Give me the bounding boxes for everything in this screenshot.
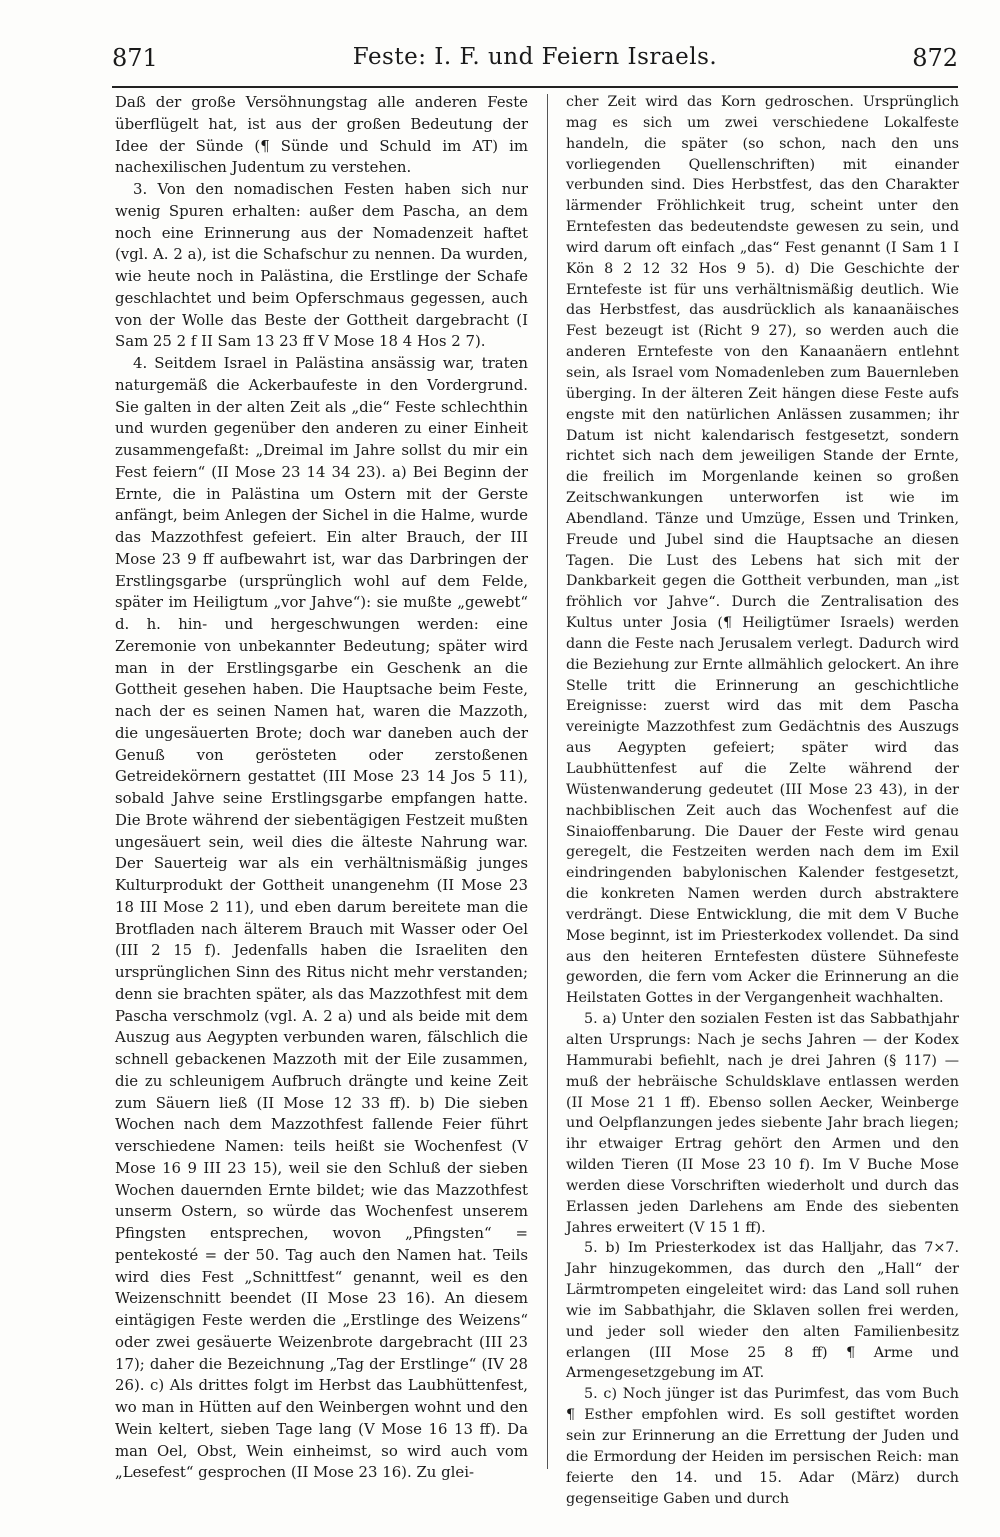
paragraph: 5. c) Noch jünger ist das Purimfest, das vom Buch ¶ Esther empfohlen wird. Es soll gestiftet worden sein zur Erinnerung an die Errettung der Juden und die Ermordung der Heiden im persischen Reich: man feierte den 14. und 15. Adar (März) durch gegenseitige Gaben und durch — [566, 1386, 959, 1507]
paragraph: 4. Seitdem Israel in Palästina ansässig war, traten naturgemäß die Ackerbaufeste in den Vordergrund. Sie galten in der alten Zeit als „die“ Feste schlechthin und wurden gegenüber den anderen zu einer Einheit zusammengefaßt: „Dreimal im Jahre sollst du mir ein Fest feiern“ (II Mose 23 14 34 23). a) Bei Beginn der Ernte, die in Palästina um Ostern mit der Gerste anfängt, beim Anlegen der Sichel in die Halme, wurde das Mazzothfest gefeiert. Ein alter Brauch, der III Mose 23 9 ff aufbewahrt ist, war das Darbringen der Erstlingsgarbe (ursprünglich wohl auf dem Felde, später im Heiligtum „vor Jahve“): sie mußte „gewebt“ d. h. hin- und hergeschwungen werden: eine Zeremonie von unbekannter Bedeutung; später wird man in der Erstlingsgarbe ein Geschenk an die Gottheit gesehen haben. Die Hauptsache beim Feste, nach der es seinen Namen hat, waren die Mazzoth, die ungesäuerten Brote; doch war daneben auch der Genuß von gerösteten oder zerstoßenen Getreidekörnern gestattet (III Mose 23 14 Jos 5 11), sobald Jahve seine Erstlingsgarbe empfangen hatte. Die Brote während der siebentägigen Festzeit mußten ungesäuert sein, weil dies die älteste Nahrung war. Der Sauerteig war als ein verhältnismäßig junges Kulturprodukt der Gottheit unangenehm (II Mose 23 18 III Mose 2 11), und eben darum bereitete man die Brotfladen nach älterem Brauch mit Wasser oder Oel (III 2 15 f). Jedenfalls haben die Israeliten den ursprünglichen Sinn des Ritus nicht mehr verstanden; denn sie brachten später, als das Mazzothfest mit dem Pascha verschmolz (vgl. A. 2 a) und als beide mit dem Auszug aus Aegypten verbunden waren, fälschlich die schnell gebackenen Mazzoth mit der Eile zusammen, die zu schleunigem Aufbruch drängte und keine Zeit zum Säuern ließ (II Mose 12 33 ff). b) Die sieben Wochen nach dem Mazzothfest fallende Feier führt verschiedene Namen: teils heißt sie Wochenfest (V Mose 16 9 III 23 15), weil sie den Schluß der sieben Wochen dauernden Ernte bildet; wie das Mazzothfest unserm Ostern, so würde das Wochenfest unserem Pfingsten entsprechen, wovon „Pfingsten“ = pentekosté = der 50. Tag auch den Namen hat. Teils wird dies Fest „Schnittfest“ genannt, weil es den Weizenschnitt beendet (II Mose 23 16). An diesem eintägigen Feste werden die „Erstlinge des Weizens“ oder zwei gesäuerte Weizenbrote dargebracht (III 23 17); daher die Bezeichnung „Tag der Erstlinge“ (IV 28 26). c) Als drittes folgt im Herbst das Laubhüttenfest, wo man in Hütten auf den Weinbergen wohnt und den Wein keltert, sieben Tage lang (V Mose 16 13 ff). Da man Oel, Obst, Wein einheimst, so wird auch vom „Lesefest“ gesprochen (II Mose 23 16). Zu glei- — [115, 354, 528, 1482]
paragraph: 5. b) Im Priesterkodex ist das Halljahr, das 7×7. Jahr hinzugekommen, das durch den „Hall“ der Lärmtrompeten eingeleitet wird: das Land soll ruhen wie im Sabbathjahr, die Sklaven sollen frei werden, und jeder soll wieder den alten Familienbesitz erlangen (III Mose 25 8 ff) ¶ Arme und Armengesetzgebung im AT. — [566, 1240, 959, 1382]
paragraph: 5. a) Unter den sozialen Festen ist das Sabbathjahr alten Ursprungs: Nach je sechs Jahren — der Kodex Hammurabi befiehlt, nach je drei Jahren (§ 117) — muß der hebräische Schuldsklave entlassen werden (II Mose 21 1 ff). Ebenso sollen Aecker, Weinberge und Oelpflanzungen jedes siebente Jahr brach liegen; ihr etwaiger Ertrag gehört den Armen und den wilden Tieren (II Mose 23 10 f). Im V Buche Mose werden diese Vorschriften wiederholt und durch das Erlassen jeden Darlehens am Ende des siebenten Jahres erweitert (V 15 1 ff). — [566, 1011, 959, 1236]
paragraph: 3. Von den nomadischen Festen haben sich nur wenig Spuren erhalten: außer dem Pascha, an dem noch eine Erinnerung aus der Nomadenzeit haftet (vgl. A. 2 a), ist die Schafschur zu nennen. Da wurden, wie heute noch in Palästina, die Erstlinge der Schafe geschlachtet und beim Opferschmaus gegessen, auch von der Wolle das Beste der Gottheit dargebracht (I Sam 25 2 f II Sam 13 23 ff V Mose 18 4 Hos 2 7). — [115, 180, 528, 351]
running-title: Feste: I. F. und Feiern Israels. — [352, 44, 718, 70]
page-number-right: 872 — [912, 44, 958, 72]
running-header — [112, 44, 958, 78]
paragraph: cher Zeit wird das Korn gedroschen. Ursprünglich mag es sich um zwei verschiedene Lokalfeste handeln, die später (so schon, nach den uns vorliegenden Quellenschriften) mit einander verbunden sind. Dies Herbstfest, das den Charakter lärmender Fröhlichkeit trug, scheint unter den Erntefesten das bedeutendste gewesen zu sein, und wird darum oft einfach „das“ Fest genannt (I Sam 1 I Kön 8 2 12 32 Hos 9 5). d) Die Geschichte der Erntefeste ist für uns verhältnismäßig deutlich. Wie das Herbstfest, das ausdrücklich als kanaanäisches Fest bezeugt ist (Richt 9 27), so werden auch die anderen Erntefeste von den Kanaanäern entlehnt sein, als Israel vom Nomadenleben zum Bauernleben überging. In der älteren Zeit hängen diese Feste aufs engste mit den natürlichen Anlässen zusammen; ihr Datum ist nicht kalendarisch festgesetzt, sondern richtet sich nach dem jeweiligen Stande der Ernte, die freilich im Morgenlande keinen so großen Zeitschwankungen unterworfen ist wie im Abendland. Tänze und Umzüge, Essen und Trinken, Freude und Jubel sind die Hauptsache an diesen Tagen. Die Lust des Lebens hat sich mit der Dankbarkeit gegen die Gottheit verbunden, man „ist fröhlich vor Jahve“. Durch die Zentralisation des Kultus unter Josia (¶ Heiligtümer Israels) werden dann die Feste nach Jerusalem verlegt. Dadurch wird die Beziehung zur Ernte allmählich gelockert. An ihre Stelle tritt die Erinnerung an geschichtliche Ereignisse: zuerst wird das mit dem Pascha vereinigte Mazzothfest zum Gedächtnis des Auszugs aus Aegypten gefeiert; später wird das Laubhüttenfest auf die Zelte während der Wüstenwanderung gedeutet (III Mose 23 43), in der nachbiblischen Zeit auch das Wochenfest auf die Sinaioffenbarung. Die Dauer der Feste wird genau geregelt, die Festzeiten werden nach dem im Exil eindringenden babylonischen Kalender festgesetzt, die konkreten Namen werden durch abstraktere verdrängt. Diese Entwicklung, die mit dem V Buche Mose beginnt, ist im Priesterkodex vollendet. Da sind aus den heiteren Erntefesten düstere Sühnefeste geworden, die fern vom Acker die Erinnerung an die Heilstaten Gottes in der Vergangenheit wachhalten. — [566, 94, 959, 1007]
page-number-left: 871 — [112, 44, 158, 72]
right-column — [566, 92, 959, 1509]
paragraph: Daß der große Versöhnungstag alle anderen Feste überflügelt hat, ist aus der großen Bedeutung der Idee der Sünde (¶ Sünde und Schuld im AT) im nachexilischen Judentum zu verstehen. — [115, 93, 528, 177]
left-column — [115, 92, 528, 1484]
column-divider — [547, 94, 548, 1469]
header-rule — [112, 86, 958, 88]
